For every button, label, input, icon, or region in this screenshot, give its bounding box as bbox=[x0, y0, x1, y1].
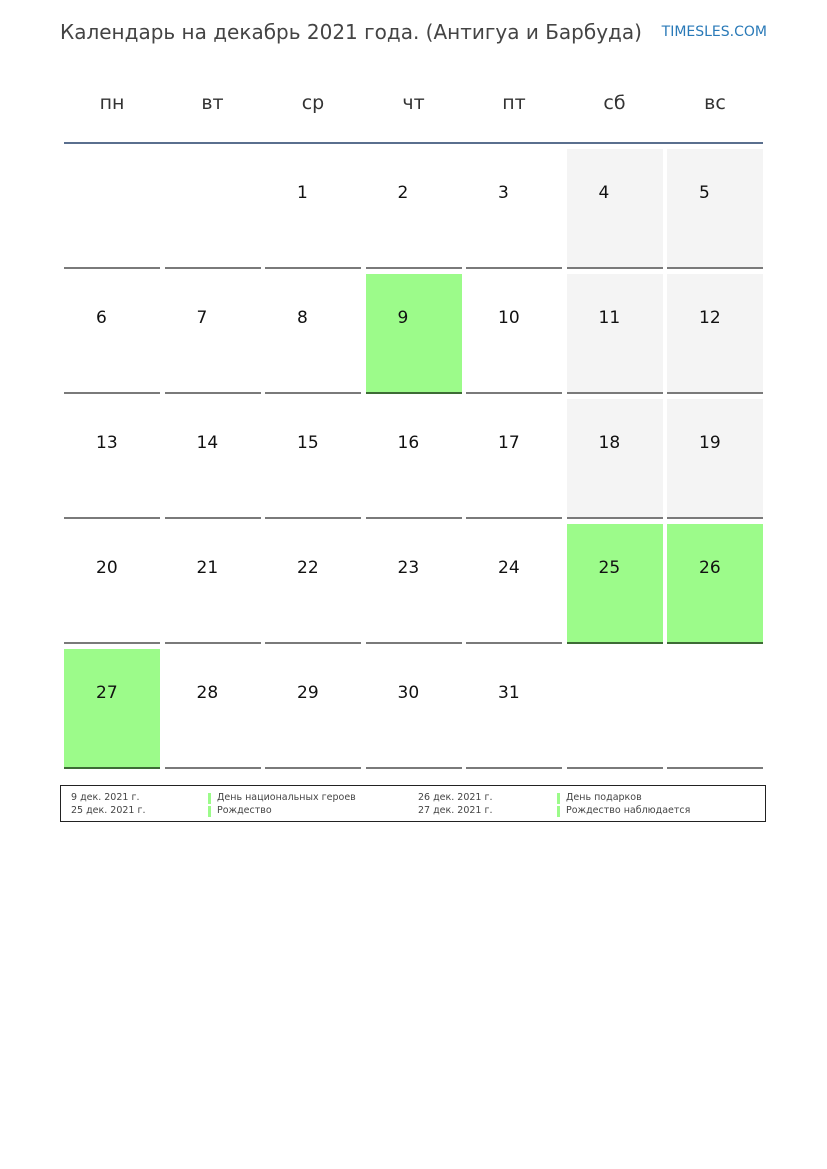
header-divider bbox=[64, 142, 763, 144]
day-number: 1 bbox=[297, 183, 308, 203]
weekday-label: вс bbox=[704, 92, 726, 114]
day-number: 25 bbox=[598, 558, 621, 578]
day-number: 18 bbox=[598, 433, 621, 453]
day-cell bbox=[64, 524, 160, 644]
legend-holiday-name: День национальных героев bbox=[217, 792, 356, 803]
empty-cell bbox=[567, 649, 663, 769]
day-cell bbox=[64, 399, 160, 519]
day-cell-holiday bbox=[366, 274, 462, 394]
day-cell bbox=[366, 149, 462, 269]
day-number: 27 bbox=[96, 683, 118, 703]
day-cell-weekend bbox=[667, 274, 763, 394]
day-number: 21 bbox=[196, 558, 219, 578]
day-cell bbox=[366, 649, 462, 769]
day-cell-holiday bbox=[64, 649, 160, 769]
legend-holiday-name: День подарков bbox=[566, 792, 642, 803]
weekday-label: сб bbox=[603, 92, 626, 114]
day-number: 8 bbox=[297, 308, 308, 328]
day-number: 11 bbox=[598, 308, 621, 328]
day-cell-weekend bbox=[667, 399, 763, 519]
day-cell bbox=[265, 274, 361, 394]
day-number: 2 bbox=[397, 183, 409, 203]
day-cell bbox=[265, 524, 361, 644]
weekday-header-row bbox=[63, 92, 763, 122]
day-number: 24 bbox=[498, 558, 520, 578]
legend-date: 26 дек. 2021 г. bbox=[418, 792, 493, 803]
day-number: 20 bbox=[96, 558, 118, 578]
legend-color-marker bbox=[208, 806, 211, 817]
day-cell bbox=[265, 149, 361, 269]
day-number: 31 bbox=[498, 683, 520, 703]
day-number: 29 bbox=[297, 683, 319, 703]
legend-date: 25 дек. 2021 г. bbox=[71, 805, 146, 816]
day-number: 14 bbox=[196, 433, 219, 453]
legend-color-marker bbox=[208, 793, 211, 804]
day-cell-holiday bbox=[667, 524, 763, 644]
empty-cell bbox=[165, 149, 261, 269]
day-cell bbox=[165, 524, 261, 644]
day-number: 10 bbox=[498, 308, 520, 328]
day-cell bbox=[265, 649, 361, 769]
day-number: 5 bbox=[699, 183, 710, 203]
weekday-label: ср bbox=[301, 92, 325, 114]
day-cell-holiday bbox=[567, 524, 663, 644]
empty-cell bbox=[667, 649, 763, 769]
empty-cell bbox=[64, 149, 160, 269]
day-number: 16 bbox=[397, 433, 420, 453]
day-number: 7 bbox=[196, 308, 208, 328]
day-cell-weekend bbox=[567, 149, 663, 269]
day-cell bbox=[165, 399, 261, 519]
brand-link[interactable]: TIMESLES.COM bbox=[661, 24, 767, 40]
day-cell bbox=[366, 399, 462, 519]
weekday-label: пт bbox=[502, 92, 526, 114]
day-number: 26 bbox=[699, 558, 721, 578]
day-number: 13 bbox=[96, 433, 118, 453]
day-number: 19 bbox=[699, 433, 721, 453]
day-cell-weekend bbox=[567, 399, 663, 519]
day-number: 17 bbox=[498, 433, 520, 453]
page-title: Календарь на декабрь 2021 года. (Антигуа и Барбуда) bbox=[60, 20, 642, 44]
weekday-label: пн bbox=[99, 92, 125, 114]
day-cell bbox=[466, 149, 562, 269]
day-cell bbox=[265, 399, 361, 519]
day-number: 3 bbox=[498, 183, 509, 203]
day-number: 23 bbox=[397, 558, 420, 578]
day-number: 6 bbox=[96, 308, 107, 328]
day-number: 30 bbox=[397, 683, 420, 703]
legend-date: 9 дек. 2021 г. bbox=[71, 792, 140, 803]
weekday-label: вт bbox=[201, 92, 224, 114]
legend-date: 27 дек. 2021 г. bbox=[418, 805, 493, 816]
day-cell bbox=[466, 274, 562, 394]
day-number: 9 bbox=[397, 308, 409, 328]
day-cell bbox=[466, 524, 562, 644]
legend-holiday-name: Рождество наблюдается bbox=[566, 805, 691, 816]
day-cell bbox=[64, 274, 160, 394]
holiday-legend bbox=[60, 785, 766, 822]
day-number: 28 bbox=[196, 683, 219, 703]
day-cell bbox=[366, 524, 462, 644]
day-cell bbox=[466, 649, 562, 769]
day-cell-weekend bbox=[667, 149, 763, 269]
day-cell bbox=[165, 649, 261, 769]
day-number: 4 bbox=[598, 183, 610, 203]
legend-holiday-name: Рождество bbox=[217, 805, 272, 816]
day-number: 12 bbox=[699, 308, 721, 328]
calendar-grid bbox=[64, 149, 764, 771]
day-number: 22 bbox=[297, 558, 319, 578]
day-number: 15 bbox=[297, 433, 319, 453]
weekday-label: чт bbox=[402, 92, 425, 114]
legend-color-marker bbox=[557, 806, 560, 817]
day-cell bbox=[165, 274, 261, 394]
legend-color-marker bbox=[557, 793, 560, 804]
day-cell bbox=[466, 399, 562, 519]
day-cell-weekend bbox=[567, 274, 663, 394]
